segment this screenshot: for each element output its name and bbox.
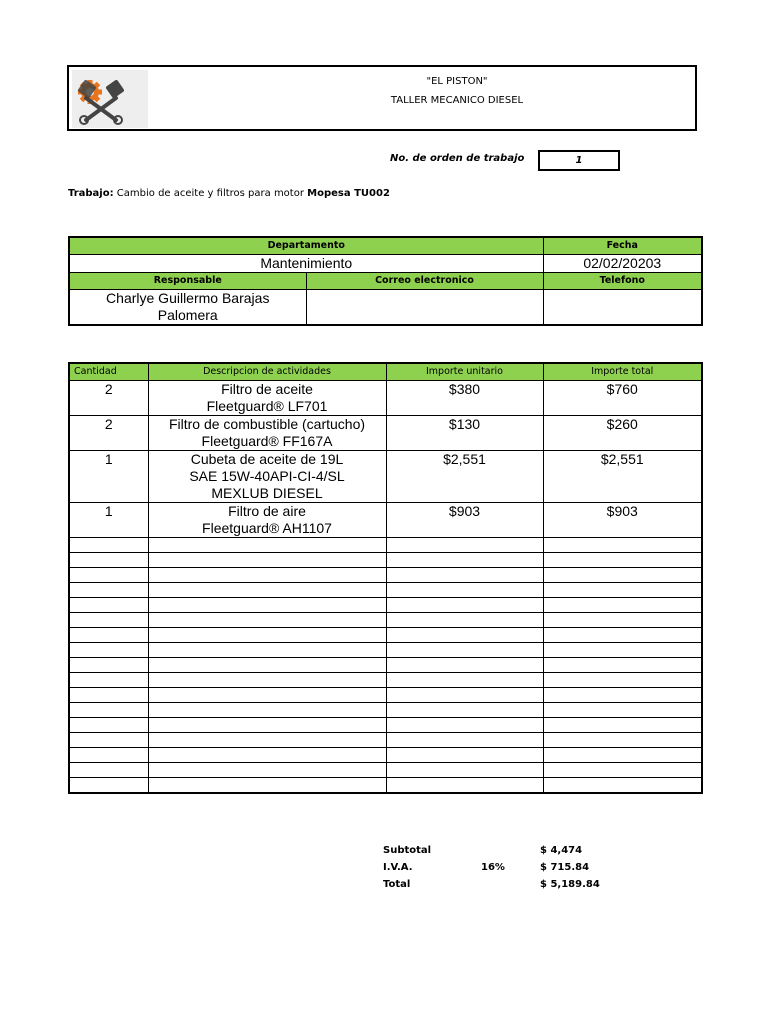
descripcion-header: Descripcion de actividades (148, 363, 386, 381)
empty-cell[interactable] (148, 688, 386, 703)
empty-cell[interactable] (543, 703, 702, 718)
empty-cell[interactable] (69, 688, 148, 703)
empty-cell[interactable] (69, 613, 148, 628)
empty-cell[interactable] (543, 628, 702, 643)
company-subtitle: TALLER MECANICO DIESEL (390, 95, 524, 106)
correo-value[interactable] (306, 290, 543, 326)
empty-cell[interactable] (543, 733, 702, 748)
descripcion-cell[interactable] (148, 381, 386, 416)
responsable-line1: Charlye Guillermo Barajas (106, 290, 270, 306)
table-row (69, 381, 702, 416)
importe-unitario-cell[interactable]: $130 (386, 416, 543, 451)
table-row (69, 628, 702, 643)
cantidad-cell[interactable]: 1 (69, 503, 148, 538)
table-row (69, 451, 702, 503)
table-row (69, 583, 702, 598)
empty-cell[interactable] (148, 583, 386, 598)
empty-cell[interactable] (386, 778, 543, 794)
empty-cell[interactable] (386, 613, 543, 628)
cantidad-cell[interactable]: 2 (69, 416, 148, 451)
empty-cell[interactable] (543, 763, 702, 778)
empty-cell[interactable] (543, 613, 702, 628)
empty-cell[interactable] (69, 658, 148, 673)
table-row (69, 568, 702, 583)
table-row (69, 538, 702, 553)
trabajo-model: Mopesa TU002 (307, 188, 390, 199)
empty-cell[interactable] (386, 643, 543, 658)
importe-total-cell[interactable]: $2,551 (543, 451, 702, 503)
empty-cell[interactable] (148, 598, 386, 613)
piston-gear-logo-icon (72, 70, 148, 128)
empty-cell[interactable] (69, 763, 148, 778)
table-row (69, 643, 702, 658)
importe-total-cell[interactable]: $260 (543, 416, 702, 451)
responsable-header: Responsable (69, 273, 306, 290)
descripcion-line: Fleetguard® FF167A (201, 433, 333, 449)
empty-cell[interactable] (148, 763, 386, 778)
empty-cell[interactable] (543, 583, 702, 598)
empty-cell[interactable] (148, 673, 386, 688)
total-value: $ 5,189.84 (540, 879, 600, 890)
empty-cell[interactable] (386, 733, 543, 748)
fecha-value[interactable]: 02/02/20203 (543, 255, 702, 273)
telefono-header: Telefono (543, 273, 702, 290)
empty-cell[interactable] (69, 778, 148, 794)
empty-cell[interactable] (543, 778, 702, 794)
empty-cell[interactable] (386, 583, 543, 598)
empty-cell[interactable] (69, 568, 148, 583)
table-row (69, 658, 702, 673)
cantidad-cell[interactable]: 1 (69, 451, 148, 503)
subtotal-label: Subtotal (383, 845, 432, 856)
empty-cell[interactable] (386, 688, 543, 703)
departamento-value[interactable]: Mantenimiento (69, 255, 543, 273)
importe-unitario-cell[interactable]: $2,551 (386, 451, 543, 503)
header-box (67, 65, 697, 131)
empty-cell[interactable] (148, 538, 386, 553)
table-row (69, 688, 702, 703)
trabajo-text: Cambio de aceite y filtros para motor (116, 188, 304, 199)
empty-cell[interactable] (69, 628, 148, 643)
trabajo-label: Trabajo: (68, 188, 114, 199)
iva-rate: 16% (481, 862, 505, 873)
empty-cell[interactable] (69, 553, 148, 568)
descripcion-cell[interactable] (148, 451, 386, 503)
empty-cell[interactable] (543, 568, 702, 583)
empty-cell[interactable] (148, 553, 386, 568)
empty-cell[interactable] (148, 613, 386, 628)
empty-cell[interactable] (148, 568, 386, 583)
empty-cell[interactable] (386, 673, 543, 688)
fecha-header: Fecha (543, 237, 702, 255)
descripcion-line: SAE 15W-40API-CI-4/SL (189, 468, 345, 484)
importe-total-header: Importe total (543, 363, 702, 381)
empty-cell[interactable] (543, 643, 702, 658)
table-row (69, 416, 702, 451)
table-row (69, 703, 702, 718)
empty-cell[interactable] (386, 568, 543, 583)
descripcion-cell[interactable] (148, 416, 386, 451)
items-table (68, 362, 703, 794)
cantidad-header: Cantidad (69, 363, 148, 381)
table-row (69, 763, 702, 778)
total-row (383, 879, 703, 896)
empty-cell[interactable] (386, 748, 543, 763)
order-number-label: No. de orden de trabajo (390, 153, 525, 164)
cantidad-cell[interactable]: 2 (69, 381, 148, 416)
descripcion-line: Fleetguard® LF701 (206, 398, 328, 414)
empty-cell[interactable] (386, 763, 543, 778)
company-name: "EL PISTON" (426, 76, 488, 87)
info-table (68, 236, 703, 326)
empty-cell[interactable] (543, 598, 702, 613)
importe-unitario-header: Importe unitario (386, 363, 543, 381)
empty-cell[interactable] (386, 628, 543, 643)
trabajo-line (68, 188, 390, 199)
importe-total-cell[interactable]: $760 (543, 381, 702, 416)
total-label: Total (383, 879, 411, 890)
descripcion-cell[interactable] (148, 503, 386, 538)
empty-cell[interactable] (69, 733, 148, 748)
empty-cell[interactable] (69, 598, 148, 613)
importe-unitario-cell[interactable]: $903 (386, 503, 543, 538)
empty-cell[interactable] (148, 718, 386, 733)
empty-cell[interactable] (543, 553, 702, 568)
empty-cell[interactable] (69, 538, 148, 553)
empty-cell[interactable] (148, 778, 386, 794)
descripcion-line: MEXLUB DIESEL (211, 485, 323, 501)
order-number-field[interactable]: 1 (538, 150, 620, 171)
empty-cell[interactable] (386, 598, 543, 613)
empty-cell[interactable] (69, 673, 148, 688)
empty-cell[interactable] (543, 658, 702, 673)
empty-cell[interactable] (148, 658, 386, 673)
empty-cell[interactable] (69, 718, 148, 733)
empty-cell[interactable] (69, 583, 148, 598)
importe-unitario-cell[interactable]: $380 (386, 381, 543, 416)
iva-row (383, 862, 703, 879)
importe-total-cell[interactable]: $903 (543, 503, 702, 538)
table-row (69, 673, 702, 688)
iva-label: I.V.A. (383, 862, 413, 873)
descripcion-line: Filtro de aceite (221, 381, 313, 397)
empty-cell[interactable] (69, 643, 148, 658)
table-row (69, 598, 702, 613)
empty-cell[interactable] (543, 673, 702, 688)
telefono-value[interactable] (543, 290, 702, 326)
iva-value: $ 715.84 (540, 862, 590, 873)
subtotal-value: $ 4,474 (540, 845, 583, 856)
table-row (69, 718, 702, 733)
empty-cell[interactable] (543, 688, 702, 703)
responsable-line2: Palomera (157, 307, 218, 323)
empty-cell[interactable] (148, 733, 386, 748)
empty-cell[interactable] (386, 718, 543, 733)
departamento-header: Departamento (69, 237, 543, 255)
empty-cell[interactable] (543, 748, 702, 763)
subtotal-row (383, 845, 703, 862)
empty-cell[interactable] (386, 553, 543, 568)
empty-cell[interactable] (69, 748, 148, 763)
empty-cell[interactable] (543, 718, 702, 733)
empty-cell[interactable] (386, 703, 543, 718)
table-row (69, 553, 702, 568)
empty-cell[interactable] (148, 628, 386, 643)
descripcion-line: Filtro de aire (228, 503, 306, 519)
empty-cell[interactable] (148, 748, 386, 763)
empty-cell[interactable] (148, 703, 386, 718)
correo-header: Correo electronico (306, 273, 543, 290)
empty-cell[interactable] (386, 538, 543, 553)
table-row (69, 778, 702, 794)
descripcion-line: Cubeta de aceite de 19L (190, 451, 344, 467)
empty-cell[interactable] (543, 538, 702, 553)
table-row (69, 748, 702, 763)
empty-cell[interactable] (69, 703, 148, 718)
descripcion-line: Filtro de combustible (cartucho) (168, 416, 366, 432)
empty-cell[interactable] (148, 643, 386, 658)
empty-cell[interactable] (386, 658, 543, 673)
table-row (69, 733, 702, 748)
table-row (69, 503, 702, 538)
descripcion-line: Fleetguard® AH1107 (202, 520, 332, 536)
responsable-value[interactable] (69, 290, 306, 326)
table-row (69, 613, 702, 628)
